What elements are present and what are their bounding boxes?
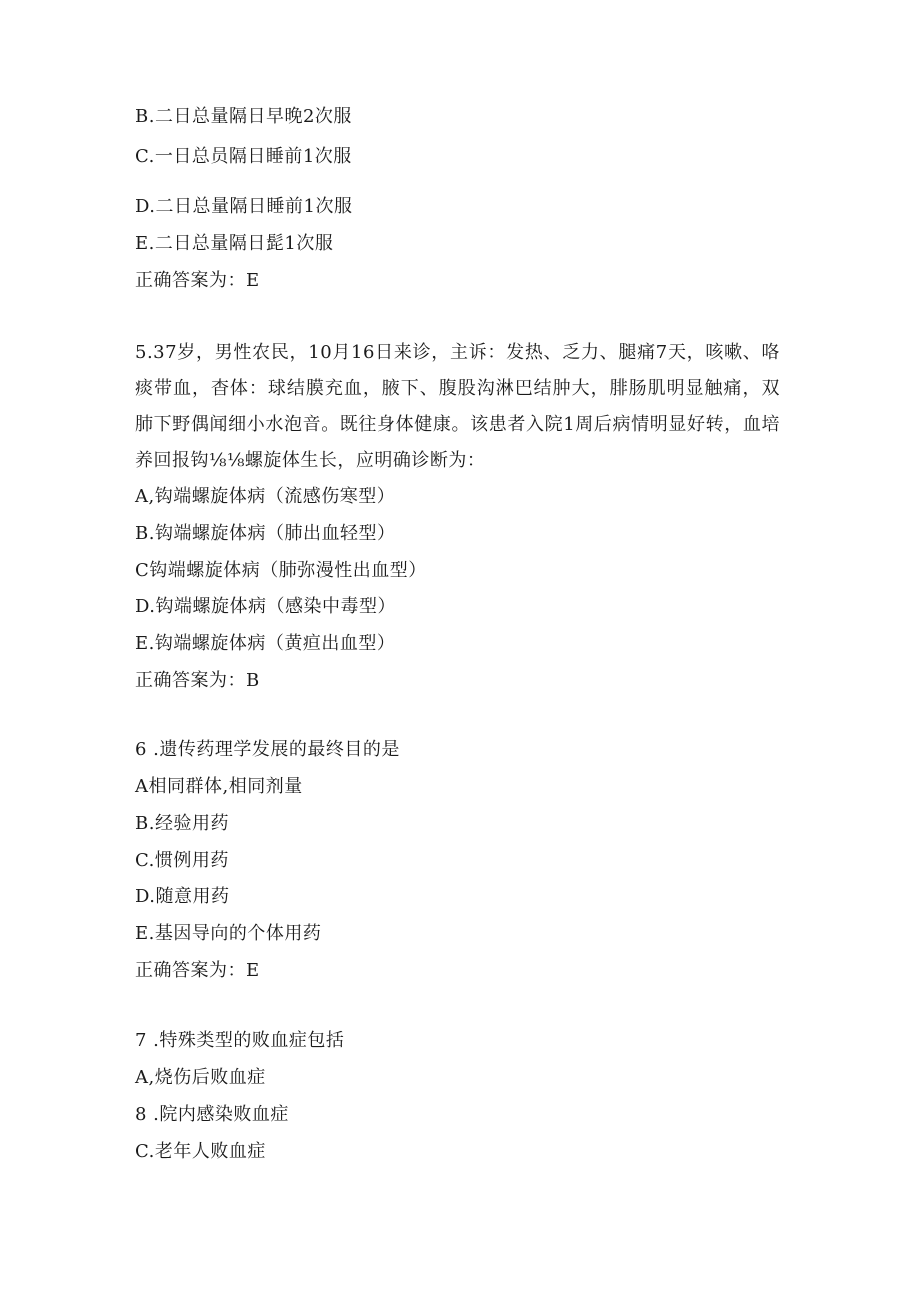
q5-option-e: E.钩端螺旋体病（黄疸出血型） xyxy=(135,633,396,654)
q7-option-a: A,烧伤后败血症 xyxy=(135,1067,266,1088)
q4-option-d: D.二日总量隔日睡前1次服 xyxy=(135,196,353,217)
q4-option-b: B.二日总量隔日早晚2次服 xyxy=(135,106,352,127)
q5-option-d: D.钩端螺旋体病（感染中毒型） xyxy=(135,596,397,617)
q4-option-c: C.一日总员隔日睡前1次服 xyxy=(135,146,352,167)
q6-stem: 6 .遗传药理学发展的最终目的是 xyxy=(135,739,400,760)
q5-option-c: C钩端螺旋体病（肺弥漫性出血型） xyxy=(135,560,427,581)
q5-answer: 正确答案为：B xyxy=(135,670,260,691)
q6-answer: 正确答案为：E xyxy=(135,960,260,981)
q6-option-b: B.经验用药 xyxy=(135,813,229,834)
q7-option-b: 8 .院内感染败血症 xyxy=(135,1104,289,1125)
q5-option-a: A,钩端螺旋体病（流感伤寒型） xyxy=(135,486,396,507)
q6-option-a: A相同群体,相同剂量 xyxy=(135,776,303,797)
q7-stem: 7 .特殊类型的败血症包括 xyxy=(135,1030,345,1051)
q7-option-c: C.老年人败血症 xyxy=(135,1141,266,1162)
q5-option-b: B.钩端螺旋体病（肺出血轻型） xyxy=(135,523,396,544)
q6-option-e: E.基因导向的个体用药 xyxy=(135,923,322,944)
q4-option-e: E.二日总量隔日髭1次服 xyxy=(135,233,334,254)
q6-option-d: D.随意用药 xyxy=(135,886,230,907)
q6-option-c: C.惯例用药 xyxy=(135,850,229,871)
q5-stem: 5.37岁，男性农民，10月16日来诊，主诉：发热、乏力、腿痛7天，咳嗽、咯痰带血，杳体：球结膜充血，腋下、腹股沟淋巴结肿大，腓肠肌明显触痛，双肺下野偶闻细小水泡音。既往身体健康。该患者入院1周后病情明显好转，血培养回报钩⅛⅛螺旋体生长，应明确诊断为： xyxy=(135,342,780,471)
q4-answer: 正确答案为：E xyxy=(135,270,260,291)
